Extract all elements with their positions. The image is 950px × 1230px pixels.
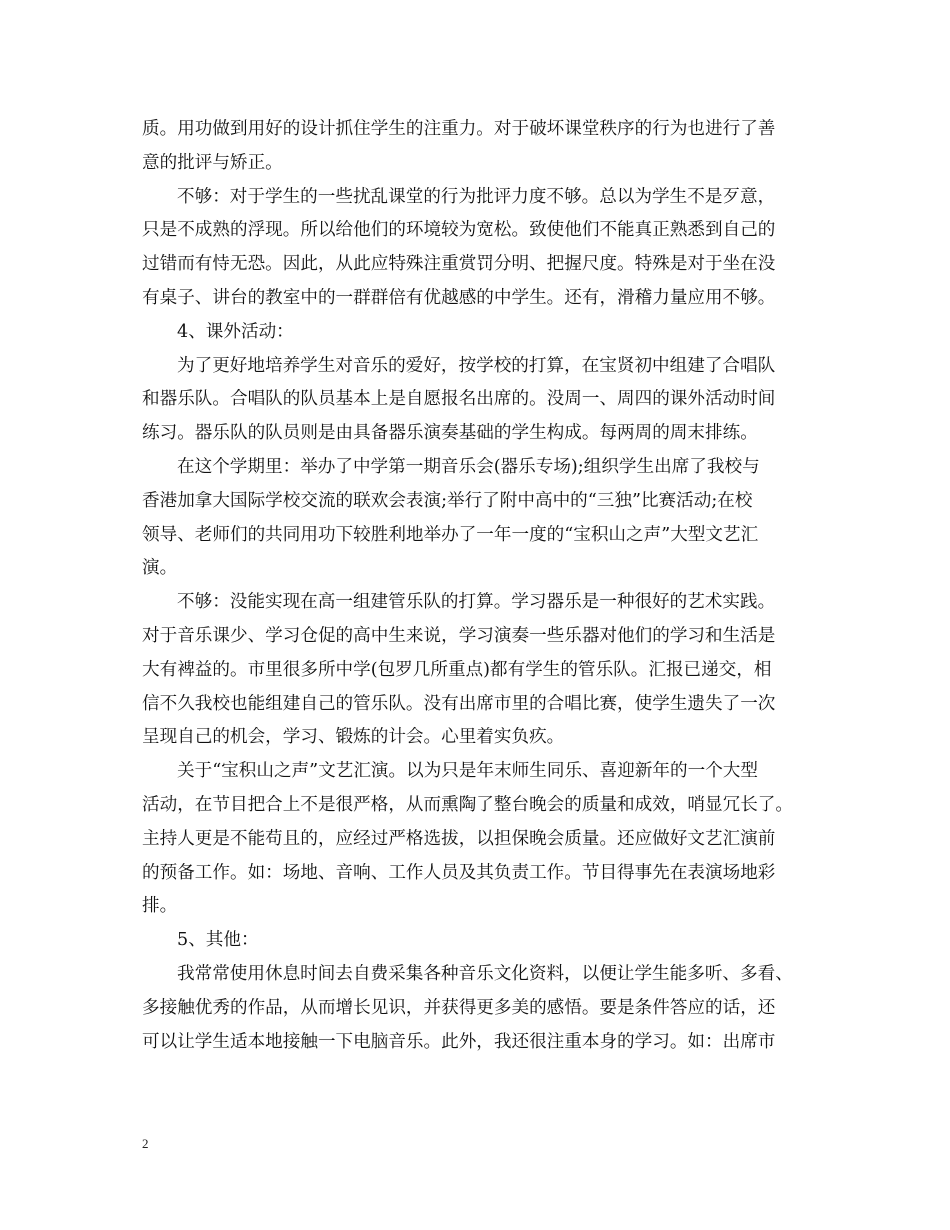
text-line: 为了更好地培养学生对音乐的爱好，按学校的打算，在宝贤初中组建了合唱队 xyxy=(177,355,776,376)
body-text xyxy=(142,113,822,1059)
section-heading: 5、其他： xyxy=(177,930,259,951)
text-line: 活动，在节目把合上不是很严格，从而熏陶了整台晚会的质量和成效，哨显冗长了。 xyxy=(142,794,793,815)
text-line: 多接触优秀的作品，从而增长见识，并获得更多美的感悟。要是条件答应的话，还 xyxy=(142,997,776,1018)
text-line: 主持人更是不能苟且的，应经过严格选拔，以担保晚会质量。还应做好文艺汇演前 xyxy=(142,828,776,849)
text-line: 可以让学生适本地接触一下电脑音乐。此外，我还很注重本身的学习。如：出席市 xyxy=(142,1031,776,1052)
text-line: 香港加拿大国际学校交流的联欢会表演;举行了附中高中的“三独”比赛活动;在校 xyxy=(142,490,753,511)
text-line: 意的批评与矫正。 xyxy=(142,152,283,173)
text-line: 只是不成熟的浮现。所以给他们的环境较为宽松。致使他们不能真正熟悉到自己的 xyxy=(142,220,776,241)
text-line: 我常常使用休息时间去自费采集各种音乐文化资料，以便让学生能多听、多看、 xyxy=(177,963,793,984)
text-line: 信不久我校也能组建自己的管乐队。没有出席市里的合唱比赛，使学生遗失了一次 xyxy=(142,693,776,714)
section-heading: 4、课外活动： xyxy=(177,321,294,342)
text-line: 领导、老师们的共同用功下较胜利地举办了一年一度的“宝积山之声”大型文艺汇 xyxy=(142,524,759,545)
text-line: 过错而有恃无恐。因此，从此应特殊注重赏罚分明、把握尺度。特殊是对于坐在没 xyxy=(142,254,776,275)
text-line: 不够：对于学生的一些扰乱课堂的行为批评力度不够。总以为学生不是歹意， xyxy=(177,186,776,207)
text-line: 排。 xyxy=(142,896,178,917)
page-number: 2 xyxy=(142,1136,149,1151)
text-line: 在这个学期里：举办了中学第一期音乐会(器乐专场);组织学生出席了我校与 xyxy=(177,456,760,477)
text-line: 对于音乐课少、学习仓促的高中生来说，学习演奏一些乐器对他们的学习和生活是 xyxy=(142,625,776,646)
text-line: 演。 xyxy=(142,558,178,579)
text-line: 呈现自己的机会，学习、锻炼的计会。心里着实负疚。 xyxy=(142,727,565,748)
text-line: 质。用功做到用好的设计抓住学生的注重力。对于破坏课堂秩序的行为也进行了善 xyxy=(142,119,776,139)
text-line: 不够：没能实现在高一组建管乐队的打算。学习器乐是一种很好的艺术实践。 xyxy=(177,592,776,613)
text-line: 大有裨益的。市里很多所中学(包罗几所重点)都有学生的管乐队。汇报已递交，相 xyxy=(142,659,772,680)
text-line: 练习。器乐队的队员则是由具备器乐演奏基础的学生构成。每两周的周末排练。 xyxy=(142,423,758,444)
text-line: 关于“宝积山之声”文艺汇演。以为只是年末师生同乐、喜迎新年的一个大型 xyxy=(177,761,758,782)
text-line: 的预备工作。如：场地、音响、工作人员及其负责工作。节目得事先在表演场地彩 xyxy=(142,862,776,883)
text-line: 有桌子、讲台的教室中的一群群倍有优越感的中学生。还有，滑稽力量应用不够。 xyxy=(142,287,776,308)
text-line: 和器乐队。合唱队的队员基本上是自愿报名出席的。没周一、周四的课外活动时间 xyxy=(142,389,776,410)
